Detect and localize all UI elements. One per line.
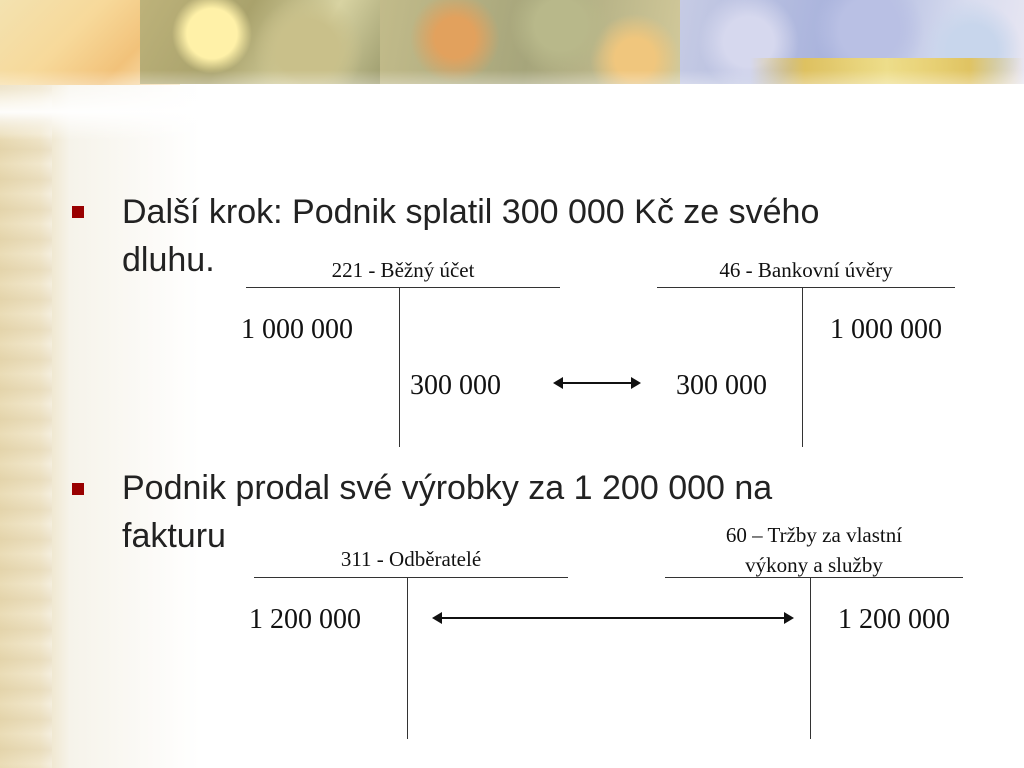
t-account-60-top-line: [665, 577, 963, 578]
account-60-title-line-1: 60 – Tržby za vlastní: [725, 523, 903, 547]
account-311-title: 311 - Odběratelé: [340, 547, 482, 571]
double-arrow-icon: [432, 612, 794, 624]
t-account-46-top-line: [657, 287, 955, 288]
account-46-debit-value: 300 000: [676, 370, 767, 401]
double-arrow-icon: [553, 377, 641, 389]
bullet-1-line-2: dluhu.: [122, 241, 215, 279]
t-account-221-top-line: [246, 287, 560, 288]
t-account-221-divider: [399, 287, 400, 447]
t-account-311-divider: [407, 577, 408, 739]
account-221-title: 221 - Běžný účet: [331, 258, 475, 282]
t-account-311-top-line: [254, 577, 568, 578]
account-311-debit-value: 1 200 000: [249, 604, 361, 635]
account-221-debit-value: 1 000 000: [241, 314, 353, 345]
bullet-marker: [72, 206, 84, 218]
account-221-credit-value: 300 000: [410, 370, 501, 401]
account-46-credit-value: 1 000 000: [830, 314, 942, 345]
banner-fade: [0, 70, 1024, 140]
bullet-2-line-2: fakturu: [122, 517, 226, 555]
account-60-title-line-2: výkony a služby: [745, 553, 883, 577]
account-46-title: 46 - Bankovní úvěry: [719, 258, 893, 282]
t-account-60-divider: [810, 577, 811, 739]
bullet-2-line-1: Podnik prodal své výrobky za 1 200 000 na: [122, 469, 773, 507]
bullet-1-line-1: Další krok: Podnik splatil 300 000 Kč ze svého: [122, 193, 820, 231]
bullet-marker: [72, 483, 84, 495]
t-account-46-divider: [802, 287, 803, 447]
account-60-credit-value: 1 200 000: [838, 604, 950, 635]
